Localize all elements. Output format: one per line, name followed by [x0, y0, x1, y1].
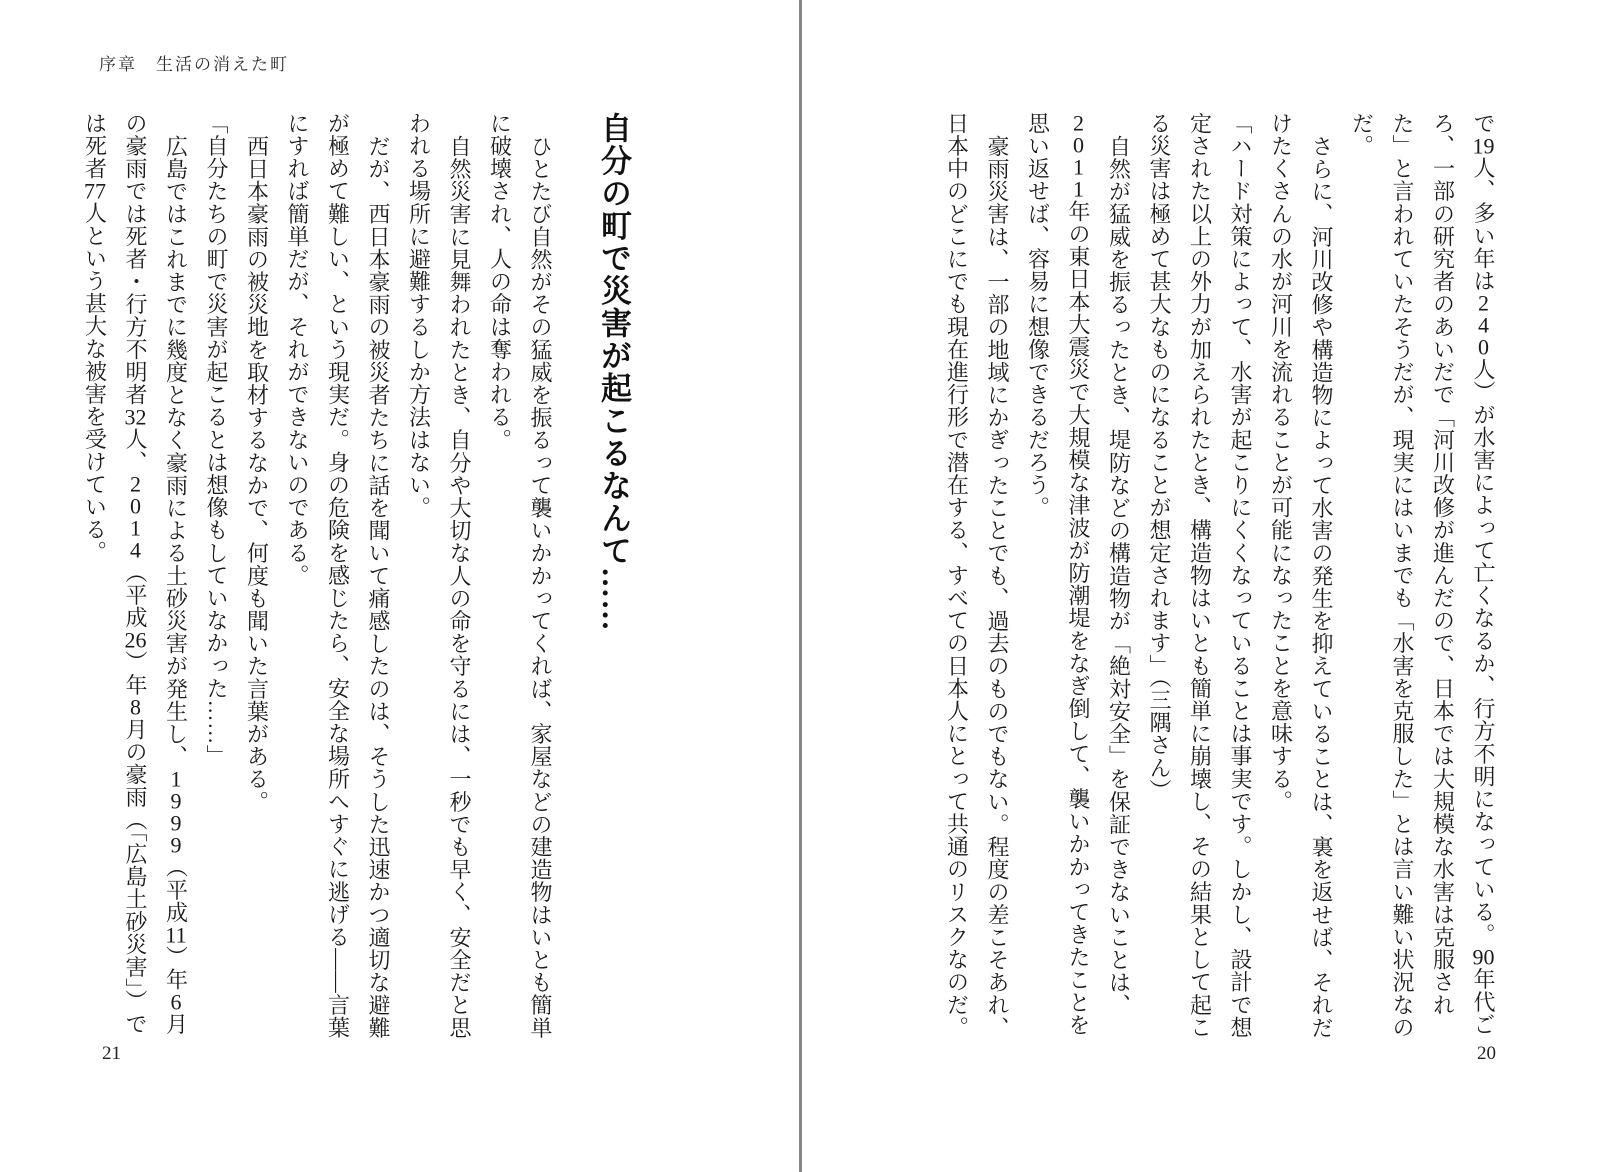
- inline-number: 0: [1073, 134, 1084, 156]
- text-column: が極めて難しい、という現実だ。身の危険を感じたら、安全な場所へすぐに逃げる——言葉: [325, 112, 351, 1039]
- inline-number: 90: [1472, 945, 1495, 968]
- text-column: ろ、一部の研究者のあいだで「河川改修が進んだので、日本では大規模な水害は克服され: [1430, 112, 1456, 1016]
- page-number-right: 20: [1477, 1043, 1496, 1064]
- text-column: 定された以上の外力が加えられたとき、構造物はいとも簡単に崩壊し、その結果として起こ: [1187, 112, 1213, 1039]
- running-header: 序章 生活の消えた町: [99, 55, 289, 74]
- inline-number: 11: [165, 923, 187, 946]
- inline-number: 26: [124, 628, 147, 651]
- inline-number: 9: [170, 789, 182, 812]
- text-column: 自然災害に見舞われたとき、自分や大切な人の命を守るには、一秒でも早く、安全だと思: [447, 135, 472, 1039]
- text-column: だが、西日本豪雨の被災者たちに話を聞いて痛感したのは、そうした迅速かつ適切な避難: [366, 135, 391, 1039]
- inline-number: 1: [130, 517, 141, 540]
- text-column: 2011年の東日本大震災で大規模な津波が防潮堤をなぎ倒して、襲いかかってきたことを: [1066, 112, 1091, 1037]
- inline-number: 2: [1073, 112, 1084, 134]
- text-column: 西日本豪雨の被災地を取材するなかで、何度も聞いた言葉がある。: [244, 135, 270, 813]
- inline-number: 6: [170, 990, 182, 1013]
- text-column: けたくさんの水が河川を流れることが可能になったことを意味する。: [1268, 112, 1294, 813]
- inline-number: 1: [170, 767, 182, 790]
- text-column: で19人、多い年は240人）が水害によって亡くなるか、行方不明になっている。90年代ご: [1471, 112, 1496, 1036]
- page-number-left: 21: [102, 1043, 121, 1064]
- text-column: にすれば簡単だが、それができないのである。: [285, 112, 310, 587]
- inline-number: 19: [1472, 134, 1495, 157]
- inline-number: 32: [124, 405, 147, 428]
- right-page-text-block: [931, 112, 1503, 1044]
- text-column: 思い返せば、容易に想像できるだろう。: [1025, 112, 1051, 519]
- text-column: さらに、河川改修や構造物によって水害の発生を抑えていることは、裏を返せば、それだ: [1309, 135, 1334, 1039]
- inline-number: 0: [1478, 336, 1489, 359]
- section-title: 自分の町で災害が起こるなんて……: [596, 112, 631, 632]
- text-column: 日本中のどこにでも現在進行形で潜在する、すべての日本人にとって共通のリスクなのだ。: [944, 112, 970, 1039]
- text-column: の豪雨では死者・行方不明者32人、2014（平成26）年8月の豪雨（「広島土砂災害」）で: [123, 112, 148, 1036]
- inline-number: 2: [130, 473, 141, 496]
- text-column: 「ハード対策によって、水害が起こりにくくなっていることは事実です。しかし、設計で想: [1228, 112, 1253, 1039]
- inline-number: 77: [84, 179, 106, 202]
- inline-number: 9: [170, 833, 182, 856]
- text-column: は死者77人という甚大な被害を受けている。: [82, 112, 108, 564]
- inline-number: 4: [1478, 314, 1489, 337]
- text-column: だ。: [1349, 112, 1375, 158]
- text-column: 広島ではこれまでに幾度となく豪雨による土砂災害が発生し、1999（平成11）年6月: [163, 135, 189, 1036]
- page-divider: [799, 0, 802, 1172]
- text-column: 「自分たちの町で災害が起こるとは想像もしていなかった……」: [204, 112, 229, 768]
- text-column: ひとたび自然がその猛威を振るって襲いかかってくれば、家屋などの建造物はいとも簡単: [528, 135, 553, 1039]
- text-column: に破壊され、人の命は奪われる。: [487, 112, 513, 451]
- text-column: われる場所に避難するしか方法はない。: [406, 112, 432, 519]
- inline-number: 2: [1478, 292, 1489, 315]
- inline-number: 9: [170, 811, 182, 834]
- text-column: た」と言われていたそうだが、現実にはいまでも「水害を克服した」とは言い難い状況なの: [1390, 112, 1415, 1039]
- inline-number: 1: [1073, 178, 1084, 200]
- text-column: る災害は極めて甚大なものになることが想定されます」（三隅さん）: [1147, 112, 1172, 802]
- left-page-text-block: [70, 112, 560, 1044]
- inline-number: 8: [130, 696, 141, 719]
- text-column: 自然が猛威を振るったとき、堤防などの構造物が「絶対安全」を保証できないことは、: [1106, 135, 1132, 1017]
- inline-number: 1: [1073, 156, 1084, 178]
- inline-number: 4: [130, 539, 141, 562]
- inline-number: 0: [130, 495, 141, 518]
- text-column: 豪雨災害は、一部の地域にかぎったことでも、過去のものでもない。程度の差こそあれ、: [985, 135, 1010, 1039]
